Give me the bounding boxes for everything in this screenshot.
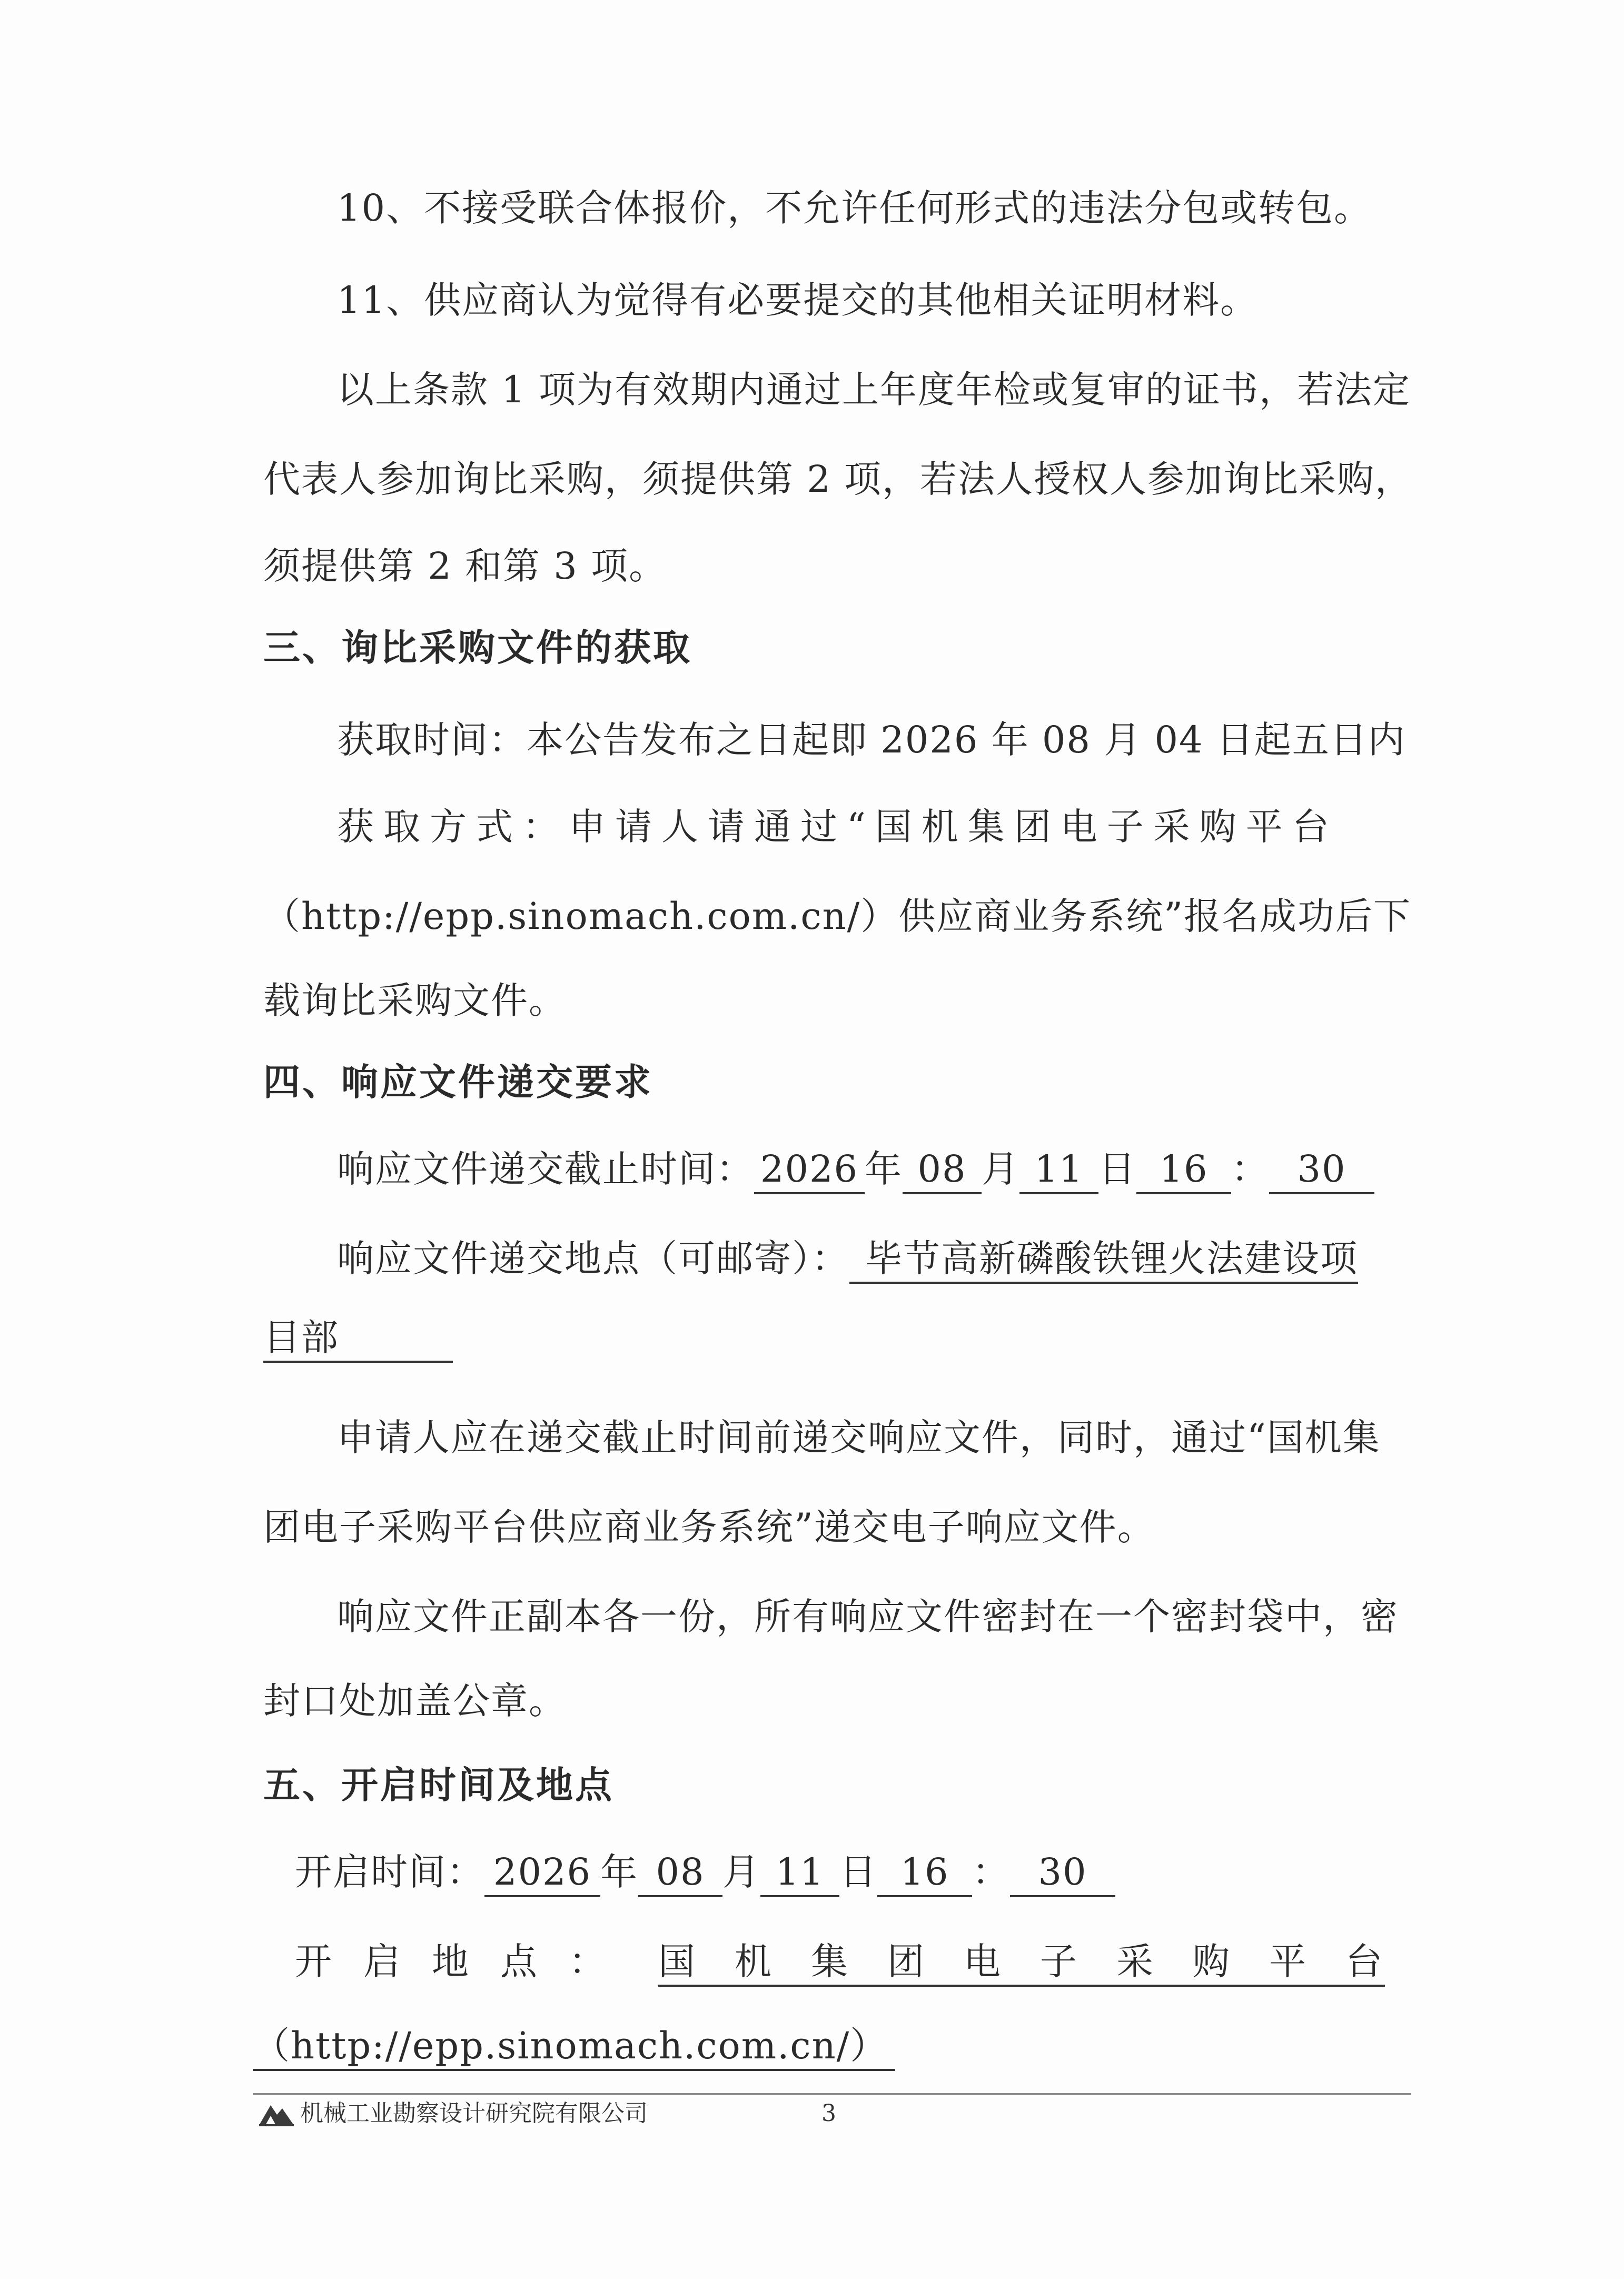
deadline-hour: 16 <box>1136 1146 1231 1194</box>
deadline-unit-month: 月 <box>982 1147 1019 1191</box>
note-line-2: 代表人参加询比采购，须提供第 2 项，若法人授权人参加询比采购， <box>263 458 1413 501</box>
section-4-title: 四、响应文件递交要求 <box>263 1061 653 1104</box>
deadline-colon: ： <box>1231 1147 1269 1191</box>
section-4-para2-line1: 响应文件正副本各一份，所有响应文件密封在一个密封袋中，密 <box>337 1595 1399 1638</box>
section-4-location <box>337 1232 1490 1285</box>
footer-company-name: 机械工业勘察设计研究院有限公司 <box>300 2100 648 2127</box>
deadline-month: 08 <box>903 1146 982 1194</box>
section-4-para2-line2: 封口处加盖公章。 <box>263 1679 567 1722</box>
deadline-unit-day: 日 <box>1098 1147 1136 1191</box>
note-line-3: 须提供第 2 和第 3 项。 <box>263 544 667 588</box>
deadline-year: 2026 <box>754 1146 865 1194</box>
open-unit-year: 年 <box>600 1850 638 1894</box>
deadline-label: 响应文件递交截止时间： <box>337 1147 754 1191</box>
open-unit-month: 月 <box>722 1850 760 1894</box>
footer-divider <box>253 2093 1411 2095</box>
section-3-time: 获取时间：本公告发布之日起即 2026 年 08 月 04 日起五日内 <box>337 718 1406 761</box>
open-day: 11 <box>760 1849 839 1897</box>
page-number: 3 <box>821 2100 836 2127</box>
open-minute: 30 <box>1010 1849 1115 1897</box>
deadline-day: 11 <box>1019 1146 1098 1194</box>
item-10: 10、不接受联合体报价，不允许任何形式的违法分包或转包。 <box>337 186 1372 230</box>
item-11: 11、供应商认为觉得有必要提交的其他相关证明材料。 <box>337 279 1259 322</box>
open-location-label: 开启地点： <box>295 1940 637 1983</box>
location-value-1: 毕节高新磷酸铁锂火法建设项 <box>849 1235 1358 1284</box>
location-label: 响应文件递交地点（可邮寄）： <box>337 1237 849 1280</box>
open-location-value: 国机集团电子采购平台 <box>658 1938 1385 1987</box>
location-value-2: 目部 <box>263 1314 453 1363</box>
section-3-title: 三、询比采购文件的获取 <box>263 626 692 669</box>
open-hour: 16 <box>877 1849 972 1897</box>
mountain-logo-icon <box>258 2100 295 2127</box>
section-5-title: 五、开启时间及地点 <box>263 1763 614 1807</box>
section-5-time <box>295 1846 1448 1898</box>
section-4-deadline <box>337 1143 1490 1195</box>
open-colon: ： <box>972 1850 1010 1894</box>
open-location-url: （http://epp.sinomach.com.cn/） <box>253 2023 895 2071</box>
open-month: 08 <box>638 1849 722 1897</box>
section-3-method-label: 获取方式：申请人请通过“国机集团电子采购平台 <box>337 805 1339 848</box>
section-4-para1-line2: 团电子采购平台供应商业务系统”递交电子响应文件。 <box>263 1505 1155 1549</box>
deadline-minute: 30 <box>1269 1146 1374 1194</box>
open-unit-day: 日 <box>839 1850 877 1894</box>
section-4-para1-line1: 申请人应在递交截止时间前递交响应文件，同时，通过“国机集 <box>337 1416 1381 1459</box>
section-5-location <box>295 1935 1422 1988</box>
note-line-1: 以上条款 1 项为有效期内通过上年度年检或复审的证书，若法定 <box>337 368 1411 411</box>
deadline-unit-year: 年 <box>865 1147 903 1191</box>
open-time-label: 开启时间： <box>295 1850 484 1894</box>
section-3-method-url: （http://epp.sinomach.com.cn/）供应商业务系统”报名成功后下 <box>263 895 1412 938</box>
section-5-location-url <box>253 2019 1406 2072</box>
section-3-method-end: 载询比采购文件。 <box>263 979 567 1022</box>
section-4-location-cont <box>263 1311 1417 1364</box>
open-year: 2026 <box>484 1849 600 1897</box>
